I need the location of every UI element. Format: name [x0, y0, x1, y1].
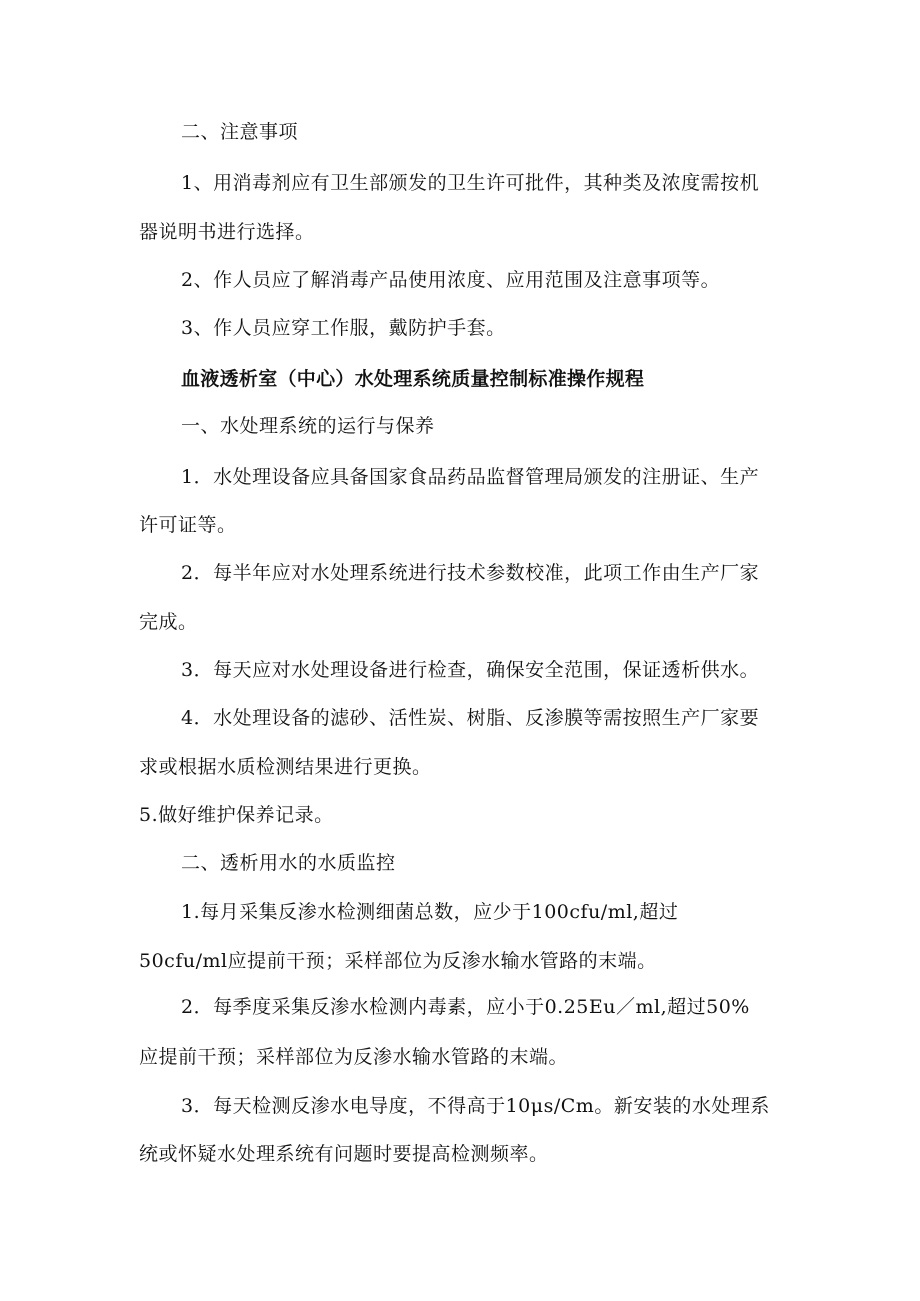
operation-item-1-line-1: 1．水处理设备应具备国家食品药品监督管理局颁发的注册证、生产: [181, 466, 760, 488]
monitoring-item-2-line-2: 应提前干预；采样部位为反渗水输水管路的末端。: [139, 1046, 569, 1068]
notes-item-3: 3、作人员应穿工作服，戴防护手套。: [181, 317, 506, 339]
operation-item-3: 3．每天应对水处理设备进行检查，确保安全范围，保证透析供水。: [181, 659, 760, 681]
document-title: 血液透析室（中心）水处理系统质量控制标准操作规程: [181, 368, 645, 390]
operation-item-2-line-2: 完成。: [139, 611, 198, 633]
monitoring-item-1-line-1: 1.每月采集反渗水检测细菌总数，应少于100cfu/ml,超过: [181, 901, 679, 923]
monitoring-item-3-line-1: 3．每天检测反渗水电导度，不得高于10μs/Cm。新安装的水处理系: [181, 1095, 770, 1117]
operation-item-5: 5.做好维护保养记录。: [139, 804, 334, 826]
notes-item-1-line-1: 1、用消毒剂应有卫生部颁发的卫生许可批件，其种类及浓度需按机: [181, 172, 760, 194]
operation-item-4-line-2: 求或根据水质检测结果进行更换。: [139, 756, 432, 778]
operation-item-1-line-2: 许可证等。: [139, 514, 237, 536]
monitoring-item-3-line-2: 统或怀疑水处理系统有问题时要提高检测频率。: [139, 1143, 549, 1165]
operation-item-2-line-1: 2．每半年应对水处理系统进行技术参数校准，此项工作由生产厂家: [181, 562, 760, 584]
monitoring-heading: 二、透析用水的水质监控: [181, 852, 396, 874]
notes-item-2: 2、作人员应了解消毒产品使用浓度、应用范围及注意事项等。: [181, 269, 721, 291]
notes-item-1-line-2: 器说明书进行选择。: [139, 221, 315, 243]
operation-item-4-line-1: 4．水处理设备的滤砂、活性炭、树脂、反渗膜等需按照生产厂家要: [181, 707, 760, 729]
monitoring-item-2-line-1: 2．每季度采集反渗水检测内毒素，应小于0.25Eu／ml,超过50%: [181, 996, 750, 1018]
notes-heading: 二、注意事项: [181, 121, 299, 143]
operation-heading: 一、水处理系统的运行与保养: [181, 415, 435, 437]
monitoring-item-1-line-2: 50cfu/ml应提前干预；采样部位为反渗水输水管路的末端。: [139, 950, 657, 972]
